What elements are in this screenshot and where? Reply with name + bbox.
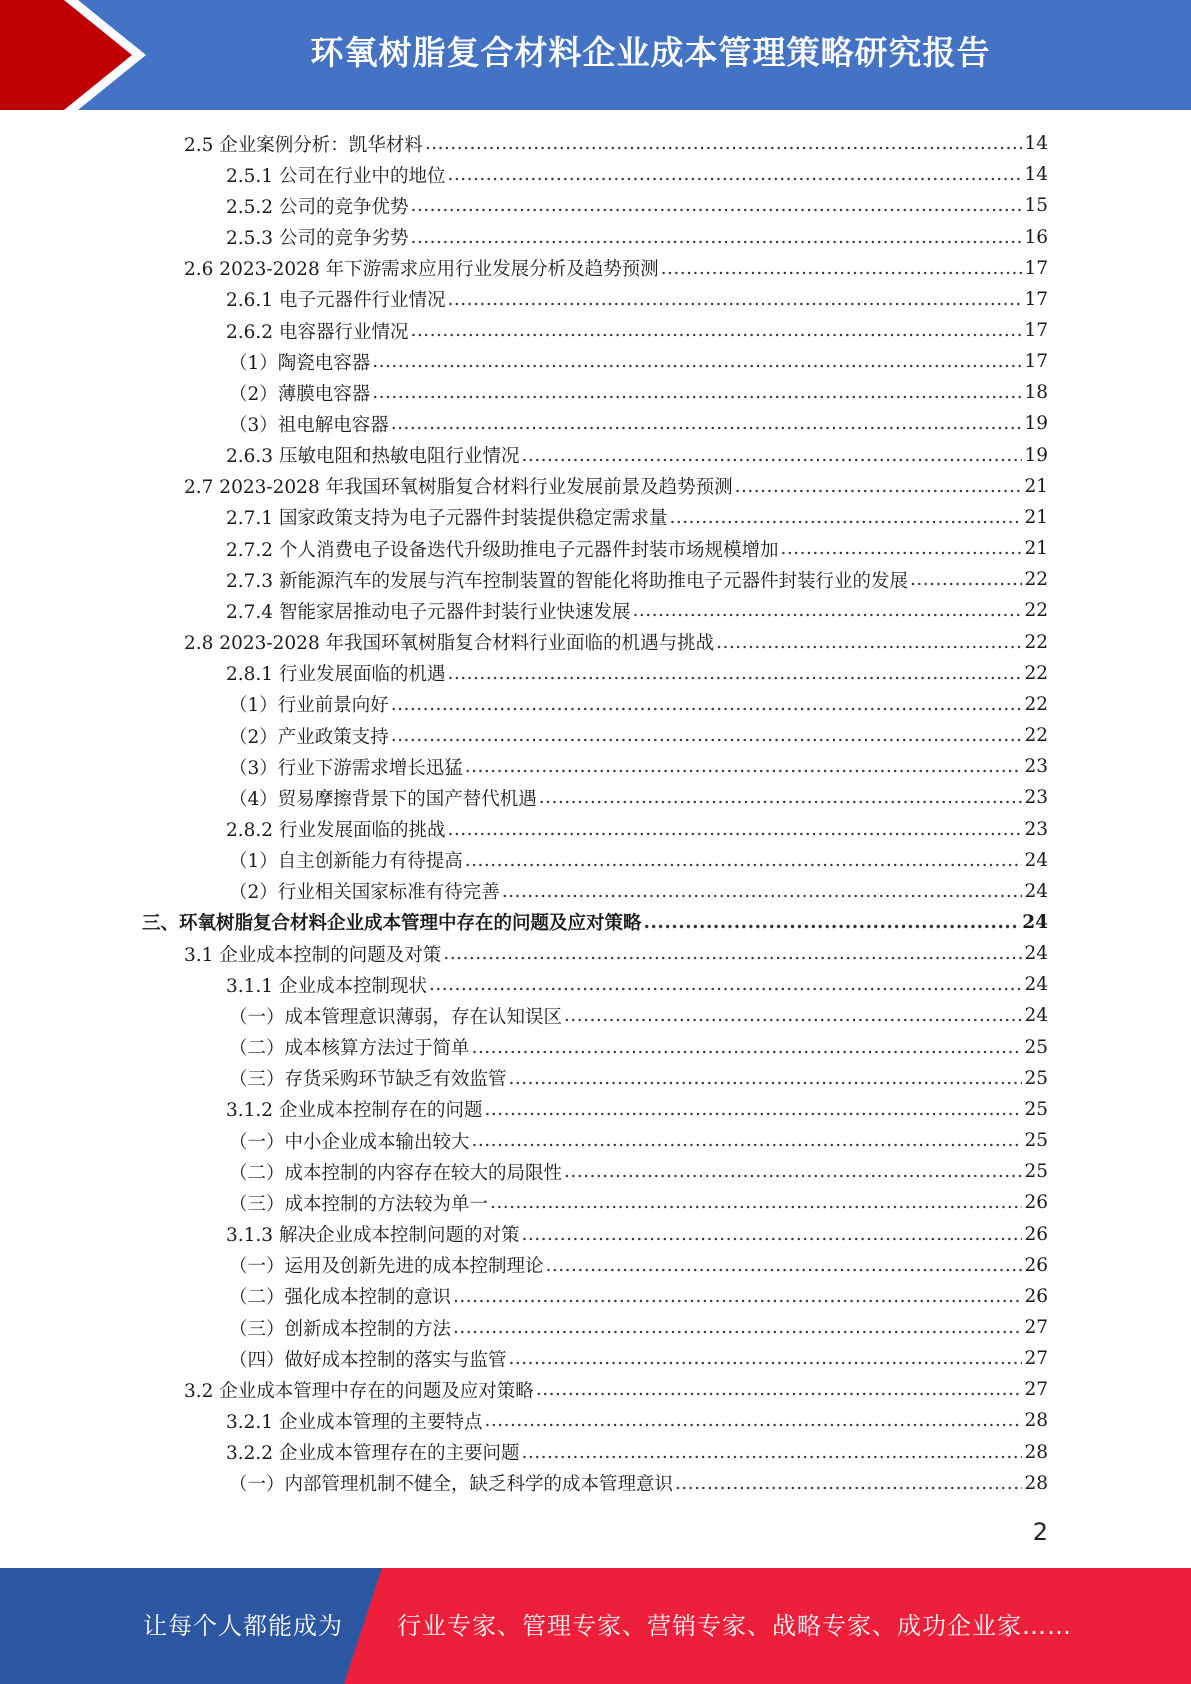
toc-dot-leader (539, 787, 1023, 808)
toc-entry-page: 28 (1024, 1472, 1048, 1494)
toc-entry[interactable] (0, 1032, 1191, 1063)
toc-entry[interactable] (0, 346, 1191, 377)
toc-dot-leader (484, 1410, 1022, 1431)
toc-dot-leader (509, 1348, 1023, 1369)
toc-entry-page: 25 (1024, 1098, 1048, 1120)
toc-dot-leader (521, 1224, 1022, 1245)
toc-entry[interactable] (0, 1405, 1191, 1436)
toc-entry-page: 15 (1024, 195, 1048, 217)
toc-entry[interactable] (0, 190, 1191, 221)
table-of-contents (0, 128, 1191, 1499)
toc-entry[interactable] (0, 471, 1191, 502)
toc-entry-page: 25 (1024, 1161, 1048, 1183)
toc-entry-title: 2.5 企业案例分析：凯华材料 (184, 134, 423, 156)
toc-entry[interactable] (0, 720, 1191, 751)
toc-entry[interactable] (0, 253, 1191, 284)
toc-entry-page: 26 (1024, 1254, 1048, 1276)
toc-entry-title: （2）薄膜电容器 (229, 383, 371, 405)
toc-entry[interactable] (0, 938, 1191, 969)
toc-entry[interactable] (0, 128, 1191, 159)
toc-entry-page: 27 (1024, 1348, 1048, 1370)
toc-entry-page: 17 (1024, 320, 1048, 342)
footer-slogan-left: 让每个人都能成为 (143, 1612, 343, 1640)
toc-entry-title: 三、环氧树脂复合材料企业成本管理中存在的问题及应对策略 (142, 913, 642, 935)
toc-entry-title: 2.5.1 公司在行业中的地位 (226, 165, 446, 187)
toc-entry-title: 3.2 企业成本管理中存在的问题及应对策略 (184, 1380, 534, 1402)
toc-entry-title: 2.8 2023-2028 年我国环氧树脂复合材料行业面临的机遇与挑战 (184, 633, 715, 655)
toc-dot-leader (391, 413, 1023, 434)
toc-entry-title: （1）行业前景向好 (229, 695, 389, 717)
toc-entry-title: 2.7.1 国家政策支持为电子元器件封装提供稳定需求量 (226, 508, 668, 530)
toc-entry-page: 17 (1024, 257, 1048, 279)
toc-entry-page: 24 (1024, 1005, 1048, 1027)
toc-entry-title: 3.2.1 企业成本管理的主要特点 (226, 1411, 483, 1433)
toc-entry-title: （2）行业相关国家标准有待完善 (229, 882, 500, 904)
toc-dot-leader (661, 258, 1023, 279)
toc-entry[interactable] (0, 907, 1191, 938)
toc-entry-page: 23 (1024, 818, 1048, 840)
toc-entry-title: （四）做好成本控制的落实与监管 (229, 1349, 507, 1371)
toc-dot-leader (453, 1317, 1022, 1338)
toc-dot-leader (484, 1099, 1022, 1120)
toc-entry-title: （三）创新成本控制的方法 (229, 1318, 452, 1340)
toc-entry-title: （二）强化成本控制的意识 (229, 1287, 452, 1309)
toc-entry-page: 22 (1024, 600, 1048, 622)
toc-dot-leader (644, 912, 1021, 933)
toc-entry-title: 2.5.3 公司的竞争劣势 (226, 228, 409, 250)
toc-entry[interactable] (0, 564, 1191, 595)
toc-entry[interactable] (0, 1094, 1191, 1125)
toc-dot-leader (372, 382, 1022, 403)
toc-entry-page: 14 (1024, 164, 1048, 186)
toc-entry[interactable] (0, 1063, 1191, 1094)
toc-dot-leader (447, 164, 1022, 185)
toc-entry-page: 26 (1024, 1192, 1048, 1214)
toc-dot-leader (675, 1473, 1022, 1494)
toc-entry[interactable] (0, 1281, 1191, 1312)
toc-entry-title: 2.7.4 智能家居推动电子元器件封装行业快速发展 (226, 601, 631, 623)
toc-dot-leader (546, 1255, 1023, 1276)
toc-dot-leader (780, 538, 1022, 559)
toc-entry-title: 2.8.2 行业发展面临的挑战 (226, 820, 446, 842)
toc-entry-title: （3）祖电解电容器 (229, 414, 389, 436)
toc-dot-leader (472, 1037, 1023, 1058)
toc-entry-title: 3.1.3 解决企业成本控制问题的对策 (226, 1225, 520, 1247)
toc-entry[interactable] (0, 876, 1191, 907)
toc-entry[interactable] (0, 533, 1191, 564)
toc-entry[interactable] (0, 1218, 1191, 1249)
toc-entry-title: （1）陶瓷电容器 (229, 352, 371, 374)
toc-dot-leader (443, 943, 1022, 964)
toc-entry-title: 2.7.3 新能源汽车的发展与汽车控制装置的智能化将助推电子元器件封装行业的发展 (226, 570, 908, 592)
toc-entry-page: 26 (1024, 1223, 1048, 1245)
toc-entry-page: 17 (1024, 288, 1048, 310)
toc-entry-page: 22 (1024, 631, 1048, 653)
red-arrow-shape (0, 0, 160, 110)
toc-entry-title: （3）行业下游需求增长迅猛 (229, 757, 463, 779)
toc-dot-leader (490, 1192, 1022, 1213)
toc-entry-title: （2）产业政策支持 (229, 726, 389, 748)
toc-entry[interactable] (0, 1250, 1191, 1281)
toc-entry-page: 24 (1024, 849, 1048, 871)
toc-entry-title: （二）成本核算方法过于简单 (229, 1038, 470, 1060)
toc-dot-leader (910, 569, 1022, 590)
toc-entry-title: 3.1.2 企业成本控制存在的问题 (226, 1100, 483, 1122)
toc-entry-page: 22 (1024, 693, 1048, 715)
toc-dot-leader (465, 756, 1023, 777)
toc-entry-title: 2.6.3 压敏电阻和热敏电阻行业情况 (226, 446, 520, 468)
toc-entry-title: 2.6.2 电容器行业情况 (226, 321, 409, 343)
toc-entry-title: （一）中小企业成本输出较大 (229, 1131, 470, 1153)
toc-entry[interactable] (0, 751, 1191, 782)
toc-entry[interactable] (0, 782, 1191, 813)
footer-slogan-right: 行业专家、管理专家、营销专家、战略专家、成功企业家…… (397, 1612, 1072, 1640)
toc-entry[interactable] (0, 1437, 1191, 1468)
toc-entry-title: （三）存货采购环节缺乏有效监管 (229, 1069, 507, 1091)
toc-dot-leader (564, 1005, 1022, 1026)
toc-dot-leader (521, 1442, 1022, 1463)
toc-entry[interactable] (0, 159, 1191, 190)
toc-entry-page: 22 (1024, 569, 1048, 591)
toc-entry-page: 28 (1024, 1441, 1048, 1463)
toc-dot-leader (521, 445, 1022, 466)
toc-entry-page: 25 (1024, 1130, 1048, 1152)
toc-dot-leader (716, 632, 1022, 653)
toc-entry[interactable] (0, 813, 1191, 844)
toc-dot-leader (536, 1379, 1023, 1400)
toc-entry-title: 2.6.1 电子元器件行业情况 (226, 290, 446, 312)
toc-entry[interactable] (0, 1000, 1191, 1031)
page-header (0, 0, 1191, 110)
toc-entry-page: 23 (1024, 756, 1048, 778)
toc-entry[interactable] (0, 627, 1191, 658)
toc-dot-leader (669, 507, 1022, 528)
toc-dot-leader (564, 1161, 1022, 1182)
toc-dot-leader (410, 227, 1022, 248)
toc-entry[interactable] (0, 1125, 1191, 1156)
toc-entry-page: 24 (1022, 911, 1048, 933)
toc-entry[interactable] (0, 658, 1191, 689)
toc-entry[interactable] (0, 1343, 1191, 1374)
toc-entry[interactable] (0, 284, 1191, 315)
toc-entry-page: 24 (1024, 880, 1048, 902)
toc-dot-leader (735, 476, 1023, 497)
toc-dot-leader (391, 694, 1023, 715)
toc-dot-leader (472, 1130, 1023, 1151)
toc-entry[interactable] (0, 221, 1191, 252)
toc-entry[interactable] (0, 377, 1191, 408)
toc-entry[interactable] (0, 845, 1191, 876)
toc-entry[interactable] (0, 440, 1191, 471)
toc-dot-leader (447, 663, 1022, 684)
toc-entry-page: 21 (1024, 475, 1048, 497)
toc-entry-title: （二）成本控制的内容存在较大的局限性 (229, 1162, 563, 1184)
page-number: 2 (1032, 1518, 1048, 1546)
toc-entry[interactable] (0, 595, 1191, 626)
toc-entry-page: 24 (1024, 943, 1048, 965)
toc-entry-title: 2.6 2023-2028 年下游需求应用行业发展分析及趋势预测 (184, 259, 659, 281)
toc-entry-page: 19 (1024, 444, 1048, 466)
toc-entry-page: 25 (1024, 1036, 1048, 1058)
toc-entry-page: 27 (1024, 1379, 1048, 1401)
toc-entry-page: 22 (1024, 662, 1048, 684)
toc-dot-leader (429, 974, 1022, 995)
toc-entry-page: 17 (1024, 351, 1048, 373)
page-footer (0, 1568, 1191, 1684)
toc-dot-leader (391, 725, 1023, 746)
toc-entry-title: 3.1.1 企业成本控制现状 (226, 975, 427, 997)
toc-entry[interactable] (0, 1312, 1191, 1343)
toc-entry-title: 2.5.2 公司的竞争优势 (226, 196, 409, 218)
toc-dot-leader (447, 289, 1022, 310)
toc-dot-leader (372, 351, 1022, 372)
toc-entry-title: （一）成本管理意识薄弱，存在认知误区 (229, 1006, 563, 1028)
toc-dot-leader (465, 850, 1023, 871)
toc-entry-page: 21 (1024, 506, 1048, 528)
toc-entry[interactable] (0, 315, 1191, 346)
toc-entry-page: 24 (1024, 974, 1048, 996)
toc-entry[interactable] (0, 1156, 1191, 1187)
toc-entry-page: 14 (1024, 133, 1048, 155)
toc-entry-title: （一）内部管理机制不健全，缺乏科学的成本管理意识 (229, 1474, 674, 1496)
toc-entry-title: 3.2.2 企业成本管理存在的主要问题 (226, 1443, 520, 1465)
toc-entry-page: 21 (1024, 538, 1048, 560)
toc-entry-title: （三）成本控制的方法较为单一 (229, 1193, 489, 1215)
toc-entry-page: 16 (1024, 226, 1048, 248)
toc-dot-leader (425, 133, 1023, 154)
toc-entry-page: 28 (1024, 1410, 1048, 1432)
toc-entry-page: 26 (1024, 1285, 1048, 1307)
toc-dot-leader (410, 320, 1022, 341)
toc-dot-leader (632, 600, 1022, 621)
toc-entry-page: 27 (1024, 1317, 1048, 1339)
toc-entry-page: 22 (1024, 725, 1048, 747)
toc-dot-leader (410, 195, 1022, 216)
toc-entry-title: 2.7 2023-2028 年我国环氧树脂复合材料行业发展前景及趋势预测 (184, 477, 733, 499)
toc-entry-title: 2.8.1 行业发展面临的机遇 (226, 664, 446, 686)
document-title: 环氧树脂复合材料企业成本管理策略研究报告 (310, 33, 991, 72)
toc-entry-title: 3.1 企业成本控制的问题及对策 (184, 944, 442, 966)
toc-entry-page: 19 (1024, 413, 1048, 435)
toc-entry-page: 23 (1024, 787, 1048, 809)
toc-entry[interactable] (0, 1374, 1191, 1405)
toc-entry[interactable] (0, 969, 1191, 1000)
toc-entry-title: 2.7.2 个人消费电子设备迭代升级助推电子元器件封装市场规模增加 (226, 539, 779, 561)
toc-entry-page: 18 (1024, 382, 1048, 404)
toc-entry[interactable] (0, 1468, 1191, 1499)
toc-dot-leader (447, 819, 1022, 840)
toc-dot-leader (502, 881, 1023, 902)
toc-entry[interactable] (0, 408, 1191, 439)
toc-entry-page: 25 (1024, 1067, 1048, 1089)
toc-entry-title: （1）自主创新能力有待提高 (229, 851, 463, 873)
toc-dot-leader (509, 1068, 1023, 1089)
toc-entry-title: （一）运用及创新先进的成本控制理论 (229, 1256, 544, 1278)
toc-entry-title: （4）贸易摩擦背景下的国产替代机遇 (229, 788, 537, 810)
toc-entry[interactable] (0, 1187, 1191, 1218)
toc-entry[interactable] (0, 502, 1191, 533)
toc-entry[interactable] (0, 689, 1191, 720)
toc-dot-leader (453, 1286, 1022, 1307)
